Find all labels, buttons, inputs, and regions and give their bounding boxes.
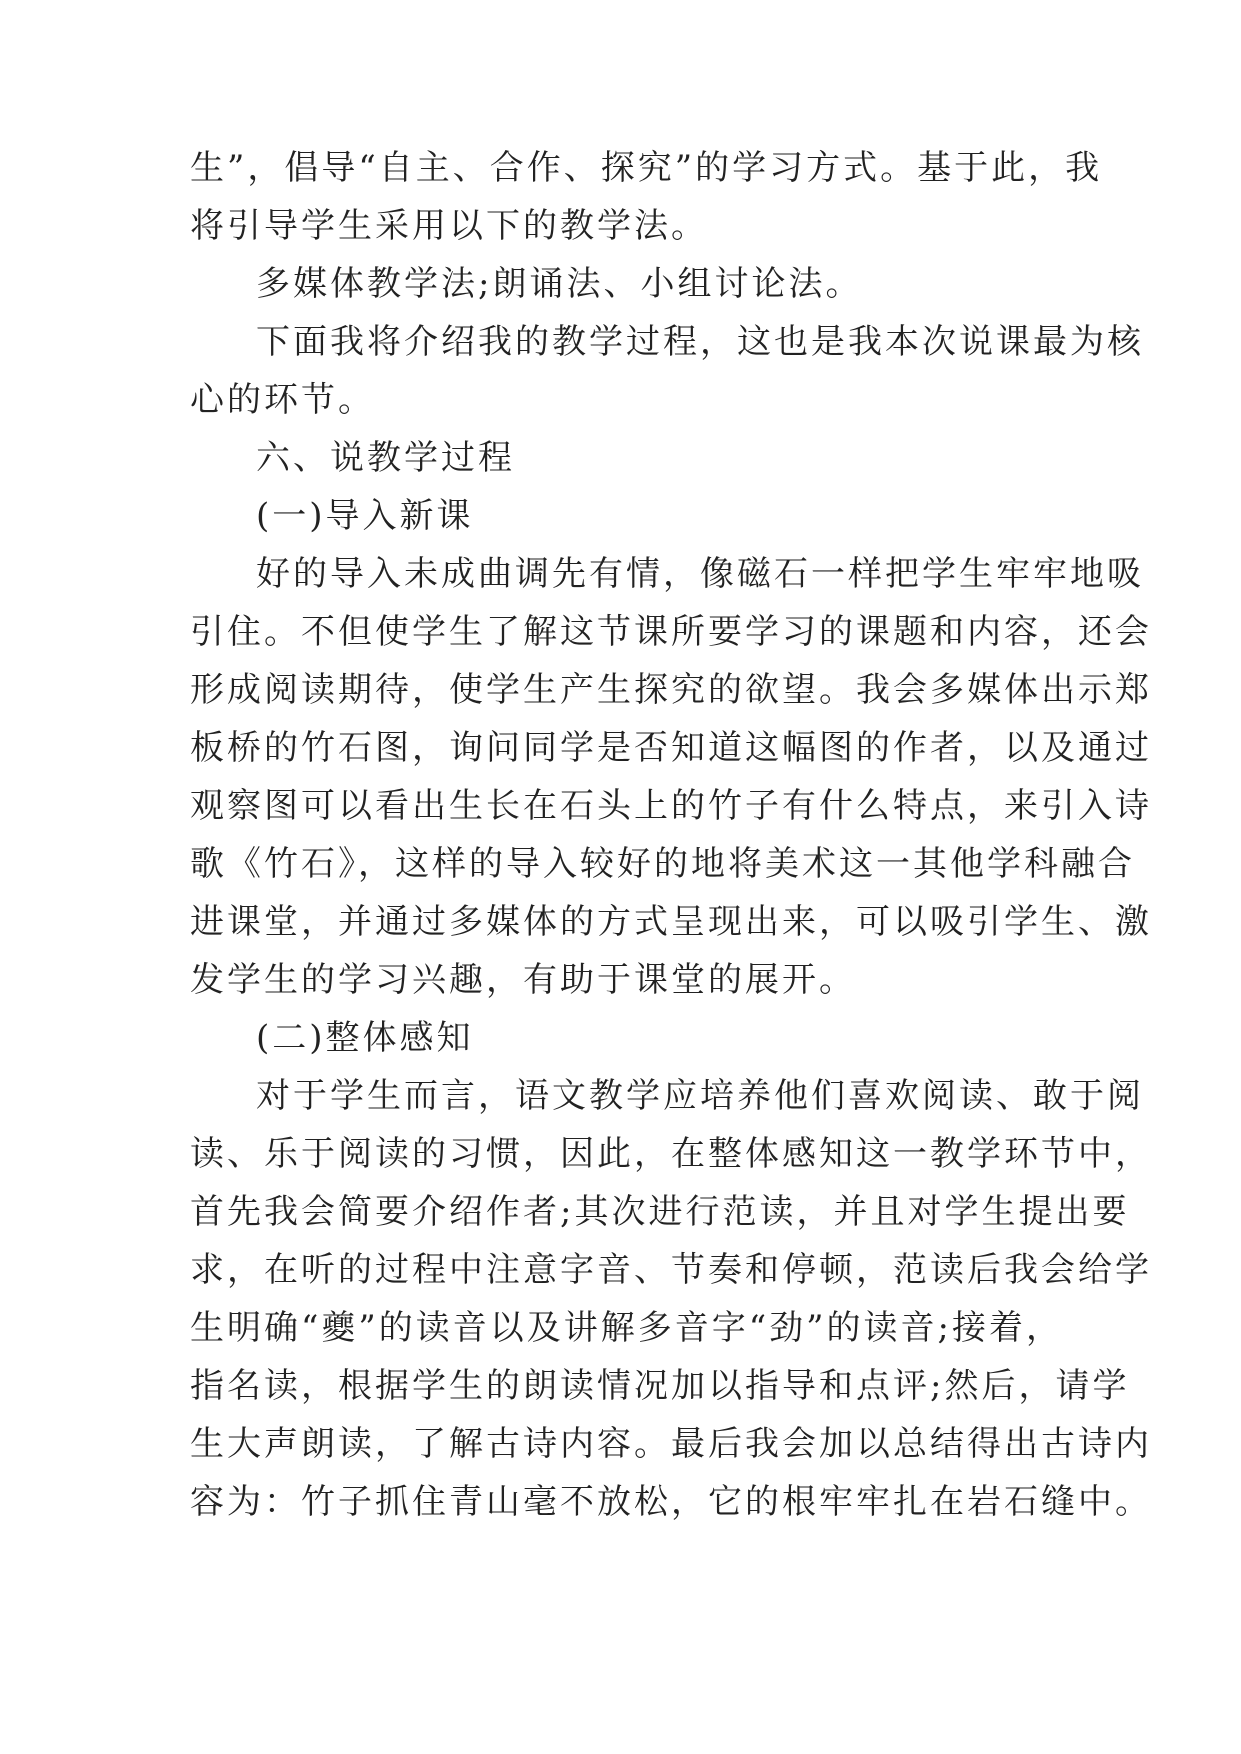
text-line: 形成阅读期待，使学生产生探究的欲望。我会多媒体出示郑 xyxy=(190,670,1152,710)
text-line: 将引导学生采用以下的教学法。 xyxy=(190,206,708,246)
paragraph-first-line: 对于学生而言，语文教学应培养他们喜欢阅读、敢于阅 xyxy=(256,1076,1144,1116)
text-line: 发学生的学习兴趣，有助于课堂的展开。 xyxy=(190,960,856,1000)
paragraph-first-line: 好的导入未成曲调先有情，像磁石一样把学生牢牢地吸 xyxy=(256,554,1144,594)
text-line: 指名读，根据学生的朗读情况加以指导和点评;然后，请学 xyxy=(190,1366,1130,1406)
subsection-heading: (一)导入新课 xyxy=(256,496,474,536)
text-line: 读、乐于阅读的习惯，因此，在整体感知这一教学环节中， xyxy=(190,1134,1152,1174)
text-line: 求，在听的过程中注意字音、节奏和停顿，范读后我会给学 xyxy=(190,1250,1152,1290)
text-line: 心的环节。 xyxy=(190,380,375,420)
text-line: 首先我会简要介绍作者;其次进行范读，并且对学生提出要 xyxy=(190,1192,1130,1232)
text-line: 生大声朗读，了解古诗内容。最后我会加以总结得出古诗内 xyxy=(190,1424,1152,1464)
text-line: 板桥的竹石图，询问同学是否知道这幅图的作者，以及通过 xyxy=(190,728,1152,768)
text-line: 歌《竹石》，这样的导入较好的地将美术这一其他学科融合 xyxy=(190,844,1135,884)
text-line: 引住。不但使学生了解这节课所要学习的课题和内容，还会 xyxy=(190,612,1152,652)
text-line: 容为：竹子抓住青山毫不放松，它的根牢牢扎在岩石缝中。 xyxy=(190,1482,1152,1522)
text-line: 观察图可以看出生长在石头上的竹子有什么特点，来引入诗 xyxy=(190,786,1152,826)
subsection-heading: (二)整体感知 xyxy=(256,1018,474,1058)
section-heading: 六、说教学过程 xyxy=(256,438,515,478)
paragraph-first-line: 多媒体教学法;朗诵法、小组讨论法。 xyxy=(256,264,863,304)
text-line: 进课堂，并通过多媒体的方式呈现出来，可以吸引学生、激 xyxy=(190,902,1152,942)
text-line: 生”，倡导“自主、合作、探究”的学习方式。基于此，我 xyxy=(190,148,1103,188)
text-line: 生明确“夔”的读音以及讲解多音字“劲”的读音;接着， xyxy=(190,1308,1063,1348)
paragraph-first-line: 下面我将介绍我的教学过程，这也是我本次说课最为核 xyxy=(256,322,1144,362)
